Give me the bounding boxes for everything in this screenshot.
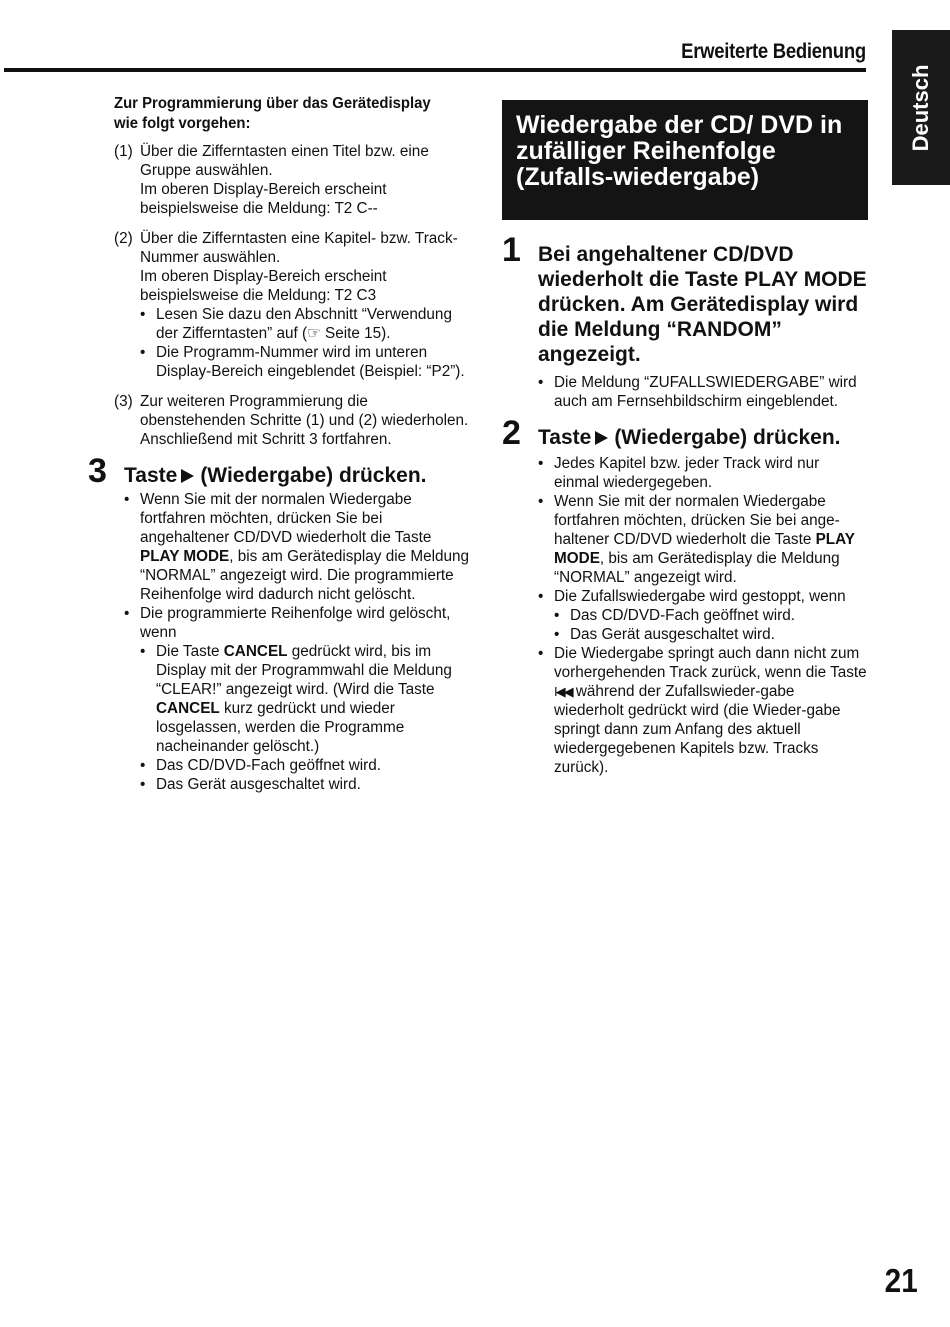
item-text: Über die Zifferntasten einen Titel bzw. eine Gruppe auswählen. [140,143,429,179]
sub-bullet-item: • Das Gerät ausgeschaltet wird. [554,626,775,643]
step-number: 3 [88,452,107,490]
bullet-item: • Die Programm-Nummer wird im unteren Display-Bereich eingeblendet (Beispiel: “P2”). [140,344,465,380]
step-2 [502,414,868,777]
step-3-heading: 3 Taste (Wiedergabe) drücken. [88,452,427,490]
item-number: (3) [114,393,133,410]
bullet-item: • Jedes Kapitel bzw. jeder Track wird nur einmal wiedergegeben. [538,455,820,491]
page-number: 21 [884,1262,918,1299]
numbered-item-2 [114,229,474,381]
item-number: (1) [114,143,133,160]
section-heading-box: Wiedergabe der CD/ DVD in zufälliger Reihenfolge (Zufalls-wiedergabe) [502,100,868,220]
sub-bullet-item: • Die Taste CANCEL gedrückt wird, bis im Display mit der Programmwahl die Meldung “CLEAR!” angezeigt wird. (Wird die Taste CANCEL kurz gedrückt und wieder losgelassen, werden die Programme nacheinander gelöscht.) [140,643,452,755]
left-column [88,94,474,794]
step-3 [88,452,474,794]
section-title: Erweiterte Bedienung [681,40,866,63]
bullet-item: • Die Wiedergabe springt auch dann nicht zum vorhergehenden Track zurück, wenn die Taste I◀◀ während der Zufallswieder-gabe wiederholt gedrückt wird (die Wieder-gabe springt dann zum Anfang des aktuell wiedergegebenen Kapitels bzw. Tracks zurück). [538,645,867,776]
item-text: Zur weiteren Programmierung die obenstehenden Schritte (1) und (2) wiederholen. Anschließend mit Schritt 3 fortfahren. [140,393,469,448]
language-tab-label: Deutsch [908,64,933,151]
sub-bullet-item: • Das CD/DVD-Fach geöffnet wird. [140,757,382,774]
bullet-item: • Wenn Sie mit der normalen Wiedergabe fortfahren möchten, drücken Sie bei ange-haltener CD/DVD wiederholt die Taste PLAY MODE, bis am Gerätedisplay die Meldung “NORMAL” angezeigt wird. [538,493,855,586]
item-number: (2) [114,230,133,247]
step-number: 2 [502,414,521,452]
step-number: 1 [502,231,521,269]
sub-bullet-item: • Das CD/DVD-Fach geöffnet wird. [554,607,796,624]
step-2-heading: 2 Taste (Wiedergabe) drücken. [502,414,841,452]
bullet-item: • Die Zufallswiedergabe wird gestoppt, wenn [538,588,846,605]
numbered-item-3 [114,392,474,449]
bullet-item: • Die programmierte Reihenfolge wird gelöscht, wenn [124,605,451,641]
header-rule [4,68,866,72]
language-tab [892,30,950,185]
item-text: Über die Zifferntasten eine Kapitel- bzw. Track-Nummer auswählen. [140,230,458,266]
reference-icon: ☞ [307,325,321,342]
step-1 [502,231,868,411]
right-column [502,100,868,777]
play-icon [595,431,608,445]
bullet-item: • Lesen Sie dazu den Abschnitt “Verwendung der Zifferntasten” auf (☞ Seite 15). [140,306,452,342]
numbered-item-1 [114,142,474,218]
bullet-item: • Wenn Sie mit der normalen Wiedergabe fortfahren möchten, drücken Sie bei angehaltener CD/DVD wiederholt die Taste PLAY MODE, bis am Gerätedisplay die Meldung “NORMAL” angezeigt wird. Die programmierte Reihenfolge wird dadurch nicht gelöscht. [124,491,470,603]
sub-bullet-item: • Das Gerät ausgeschaltet wird. [140,776,361,793]
skip-back-icon: I◀◀ [554,684,572,699]
step-1-heading: 1 Bei angehaltener CD/DVD wiederholt die Taste PLAY MODE drücken. Am Gerätedisplay wird die Meldung “RANDOM” angezeigt. [502,231,867,366]
item-text: Im oberen Display-Bereich erscheint beispielsweise die Meldung: T2 C3 [140,268,387,304]
play-icon [181,469,194,483]
programming-intro: Zur Programmierung über das Gerätedisplay wie folgt vorgehen: [114,95,431,132]
item-text: Im oberen Display-Bereich erscheint beispielsweise die Meldung: T2 C-- [140,181,387,217]
bullet-item: • Die Meldung “ZUFALLSWIEDERGABE” wird auch am Fernsehbildschirm eingeblendet. [538,374,857,410]
